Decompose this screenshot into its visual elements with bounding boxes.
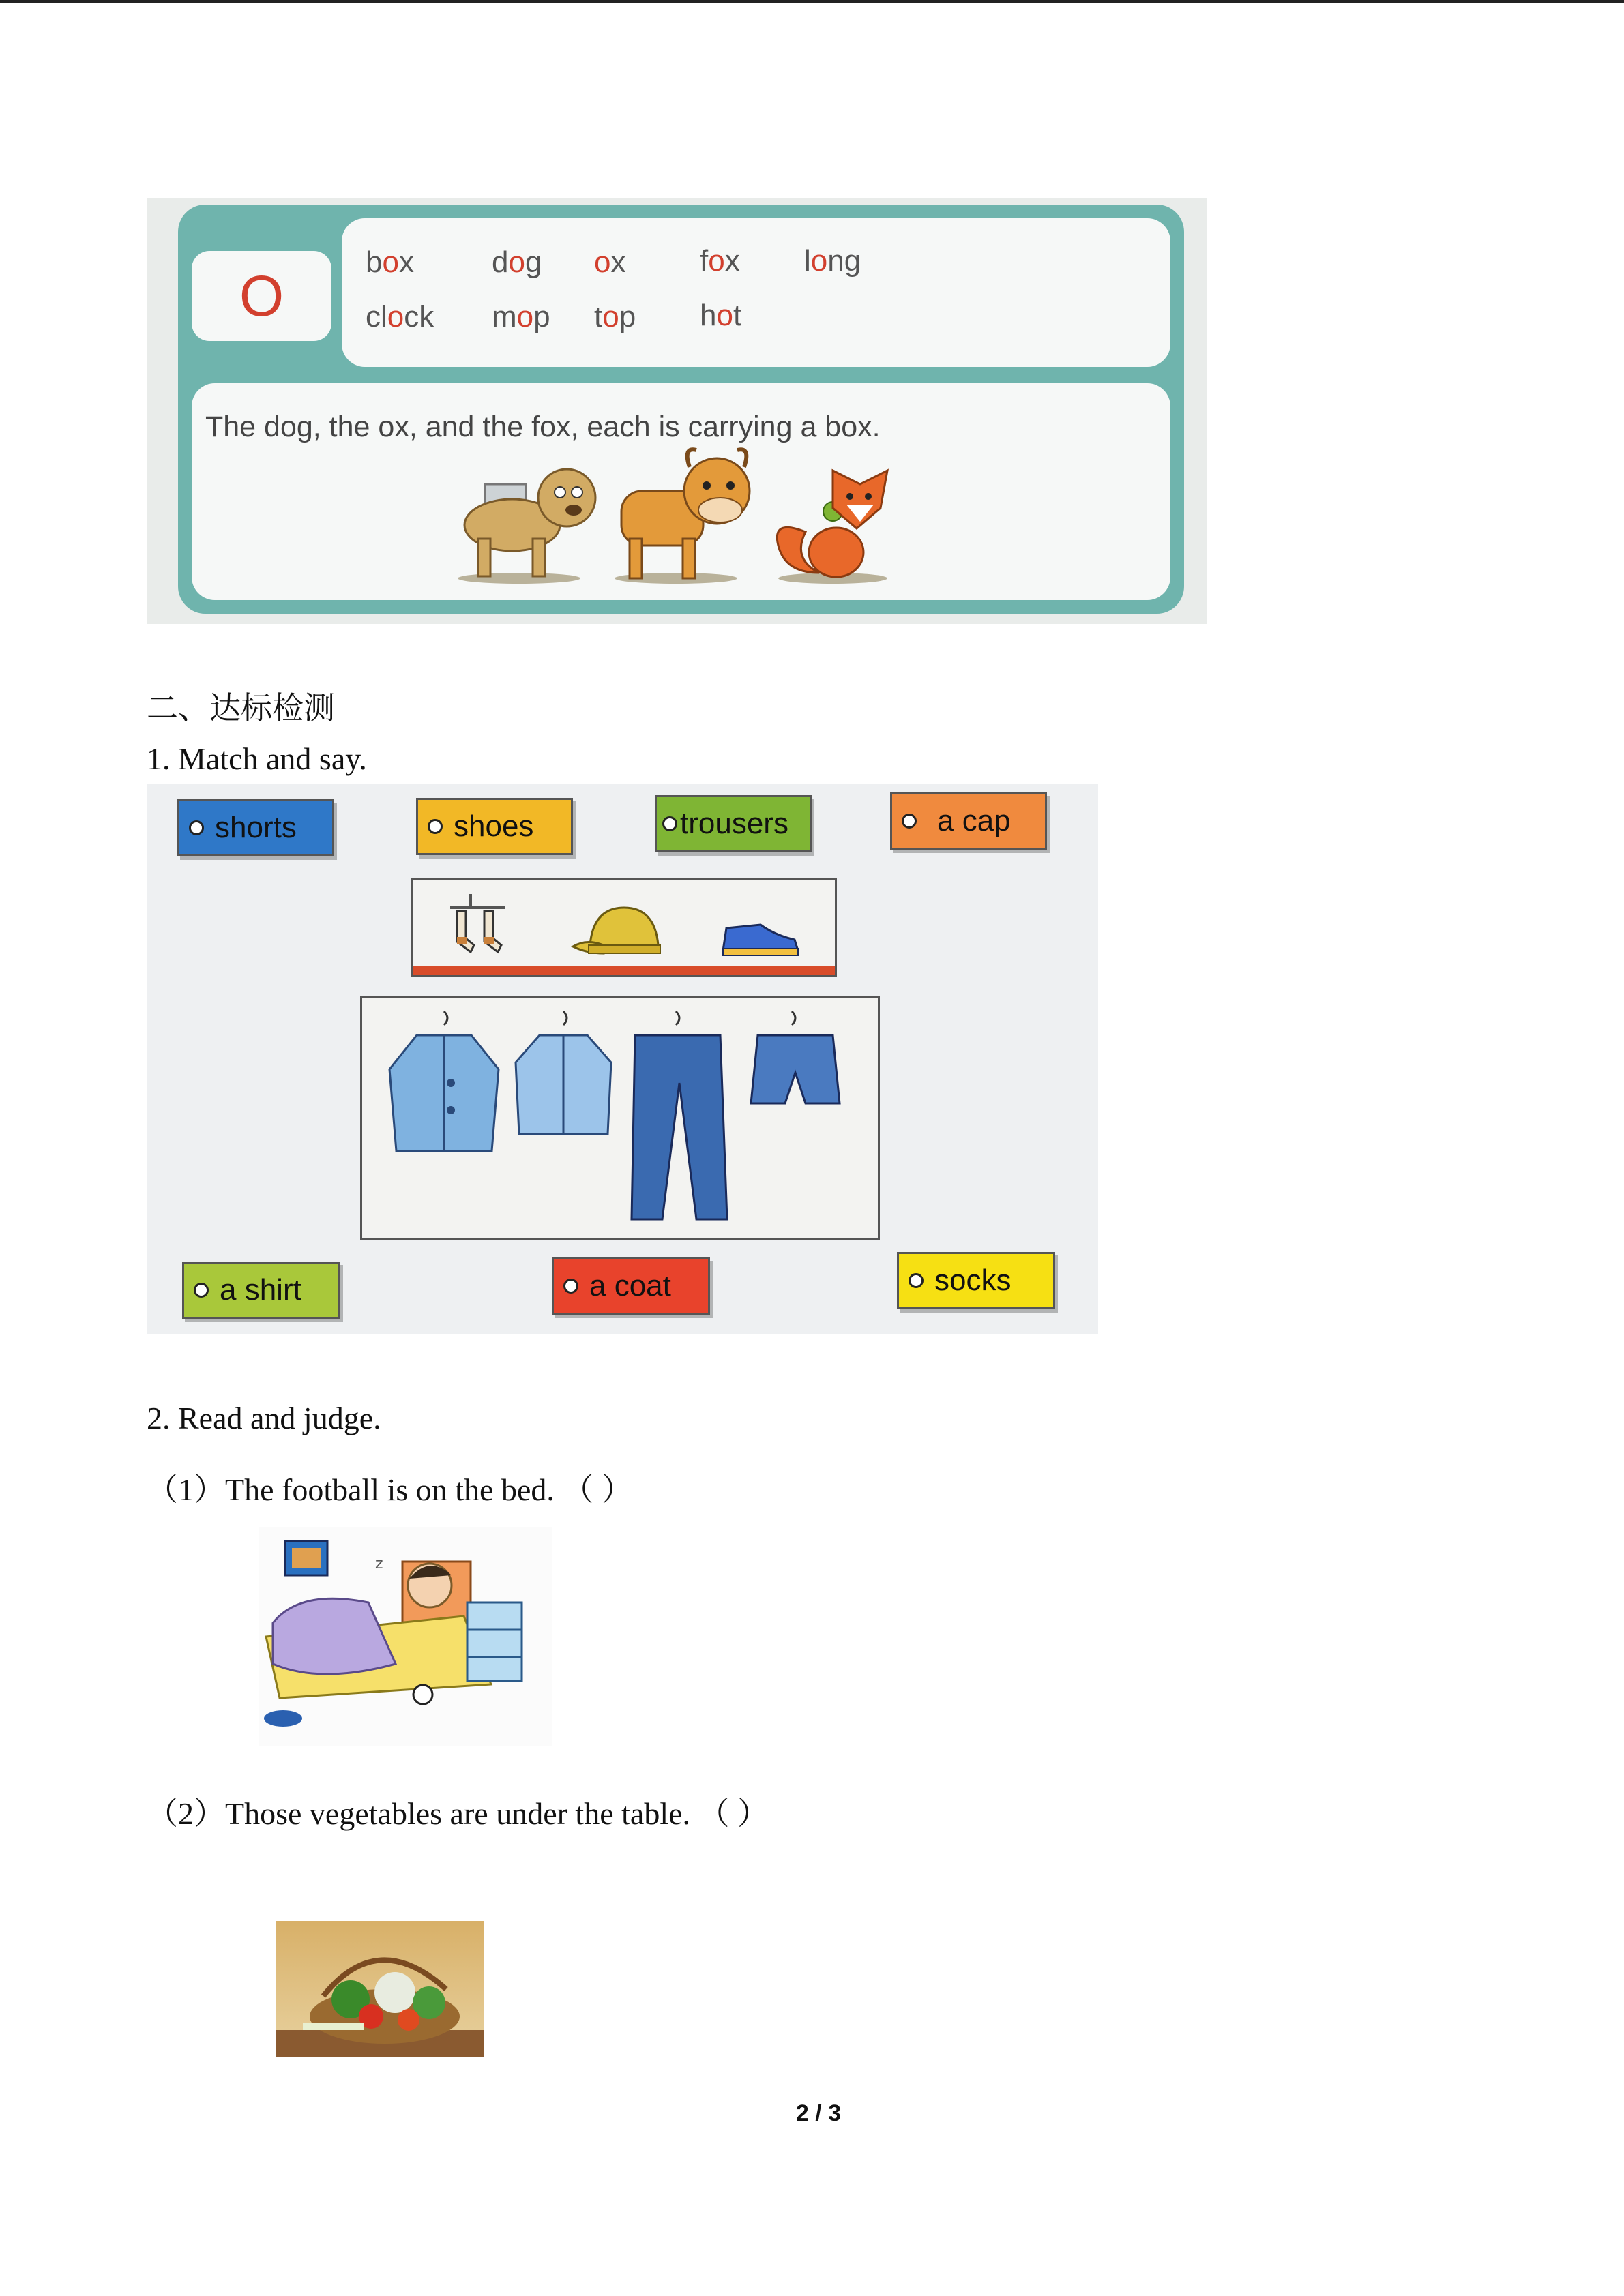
phonics-word: ox	[594, 245, 626, 279]
phonics-word: clock	[366, 300, 434, 333]
tag-a-shirt: a shirt	[182, 1262, 340, 1319]
shoes-icon	[723, 925, 798, 955]
tag-a-cap: a cap	[890, 792, 1047, 850]
judge-item-2: （2）Those vegetables are under the table. （ ）	[147, 1796, 769, 1831]
trousers-icon	[632, 1011, 727, 1219]
phonics-word: long	[804, 244, 861, 278]
phonics-word: top	[594, 300, 636, 333]
shelf-board	[413, 966, 835, 975]
question-2-title: 2. Read and judge.	[147, 1401, 381, 1435]
phonics-word: box	[366, 245, 414, 279]
top-border	[0, 0, 1624, 3]
boy-sleeping-illustration	[259, 1527, 552, 1746]
phonics-word-list	[342, 218, 1170, 367]
shirt-icon	[516, 1011, 611, 1134]
tag-trousers: trousers	[655, 795, 812, 852]
tag-socks: socks	[897, 1252, 1055, 1309]
tag-shoes: shoes	[416, 798, 573, 855]
cap-icon	[573, 908, 660, 953]
phonics-sentence-box	[192, 383, 1170, 600]
phonics-letter: O	[239, 263, 284, 328]
shorts-icon	[751, 1011, 840, 1103]
phonics-word: dog	[492, 245, 542, 279]
phonics-letter-box	[192, 251, 331, 341]
phonics-word: fox	[700, 244, 740, 278]
phonics-frame	[178, 205, 1184, 614]
clothes-rack	[360, 996, 880, 1240]
phonics-panel	[147, 198, 1207, 624]
animals-illustration	[451, 443, 894, 586]
ox-icon	[615, 449, 750, 584]
tag-shorts: shorts	[177, 799, 334, 856]
phonics-sentence: The dog, the ox, and the fox, each is carrying a box.	[205, 411, 881, 443]
vegetable-basket-photo	[276, 1921, 484, 2057]
phonics-word: hot	[700, 299, 742, 332]
socks-icon	[450, 894, 505, 952]
svg-text:z: z	[375, 1555, 383, 1572]
fox-icon	[777, 471, 887, 584]
dog-icon	[458, 469, 595, 584]
phonics-word: mop	[492, 300, 550, 333]
shelf	[411, 878, 837, 977]
judge-item-1: （1）The football is on the bed. （ ）	[147, 1472, 633, 1507]
tag-a-coat: a coat	[552, 1257, 710, 1315]
shelf-items-illustration	[440, 891, 808, 966]
page-number: 2 / 3	[795, 2100, 842, 2126]
coat-icon	[389, 1011, 499, 1151]
rack-clothes-illustration	[376, 1008, 867, 1233]
match-figure	[147, 784, 1098, 1334]
section-title: 二、达标检测	[147, 691, 335, 726]
question-1-title: 1. Match and say.	[147, 741, 367, 776]
